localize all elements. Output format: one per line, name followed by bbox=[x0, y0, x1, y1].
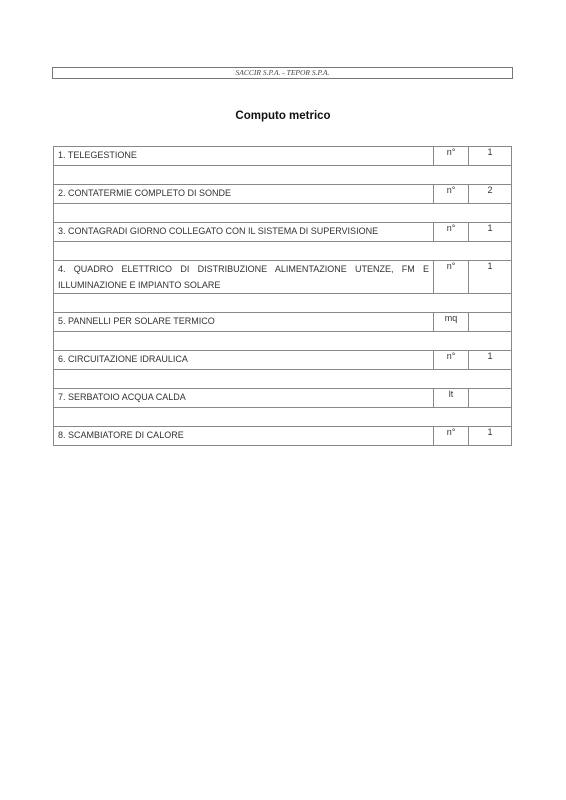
table-row bbox=[54, 185, 512, 204]
item-unit: mq bbox=[434, 313, 469, 332]
item-description: 5. PANNELLI PER SOLARE TERMICO bbox=[54, 313, 434, 332]
item-description: 7. SERBATOIO ACQUA CALDA bbox=[54, 389, 434, 408]
spacer-row bbox=[54, 370, 512, 389]
spacer-row bbox=[54, 204, 512, 223]
item-quantity: 1 bbox=[469, 427, 512, 446]
item-unit: n° bbox=[434, 261, 469, 294]
item-quantity: 1 bbox=[469, 261, 512, 294]
spacer-row bbox=[54, 294, 512, 313]
spacer-cell bbox=[54, 204, 512, 223]
item-quantity bbox=[469, 389, 512, 408]
spacer-row bbox=[54, 166, 512, 185]
item-description: 4. QUADRO ELETTRICO DI DISTRIBUZIONE ALIMENTAZIONE UTENZE, FM E ILLUMINAZIONE E IMPIANTO SOLARE bbox=[54, 261, 434, 294]
item-unit: n° bbox=[434, 427, 469, 446]
table-row bbox=[54, 351, 512, 370]
spacer-cell bbox=[54, 166, 512, 185]
item-unit: n° bbox=[434, 223, 469, 242]
company-header: SACCIR S.P.A. - TEPOR S.P.A. bbox=[235, 68, 330, 77]
item-description: 8. SCAMBIATORE DI CALORE bbox=[54, 427, 434, 446]
spacer-cell bbox=[54, 332, 512, 351]
item-description: 6. CIRCUITAZIONE IDRAULICA bbox=[54, 351, 434, 370]
header-box bbox=[52, 67, 513, 79]
item-quantity bbox=[469, 313, 512, 332]
spacer-cell bbox=[54, 294, 512, 313]
spacer-row bbox=[54, 332, 512, 351]
item-description: 1. TELEGESTIONE bbox=[54, 147, 434, 166]
item-unit: n° bbox=[434, 185, 469, 204]
spacer-cell bbox=[54, 242, 512, 261]
item-unit: n° bbox=[434, 147, 469, 166]
table-row bbox=[54, 223, 512, 242]
spacer-cell bbox=[54, 370, 512, 389]
table-row bbox=[54, 313, 512, 332]
table-row bbox=[54, 427, 512, 446]
item-quantity: 1 bbox=[469, 223, 512, 242]
table-row bbox=[54, 261, 512, 294]
items-table bbox=[53, 146, 512, 446]
items-table-body bbox=[54, 147, 512, 446]
item-description: 2. CONTATERMIE COMPLETO DI SONDE bbox=[54, 185, 434, 204]
item-unit: lt bbox=[434, 389, 469, 408]
item-description: 3. CONTAGRADI GIORNO COLLEGATO CON IL SISTEMA DI SUPERVISIONE bbox=[54, 223, 434, 242]
spacer-cell bbox=[54, 408, 512, 427]
item-quantity: 2 bbox=[469, 185, 512, 204]
table-row bbox=[54, 389, 512, 408]
item-unit: n° bbox=[434, 351, 469, 370]
spacer-row bbox=[54, 408, 512, 427]
item-quantity: 1 bbox=[469, 351, 512, 370]
page-title: Computo metrico bbox=[235, 110, 331, 122]
spacer-row bbox=[54, 242, 512, 261]
table-row bbox=[54, 147, 512, 166]
item-quantity: 1 bbox=[469, 147, 512, 166]
